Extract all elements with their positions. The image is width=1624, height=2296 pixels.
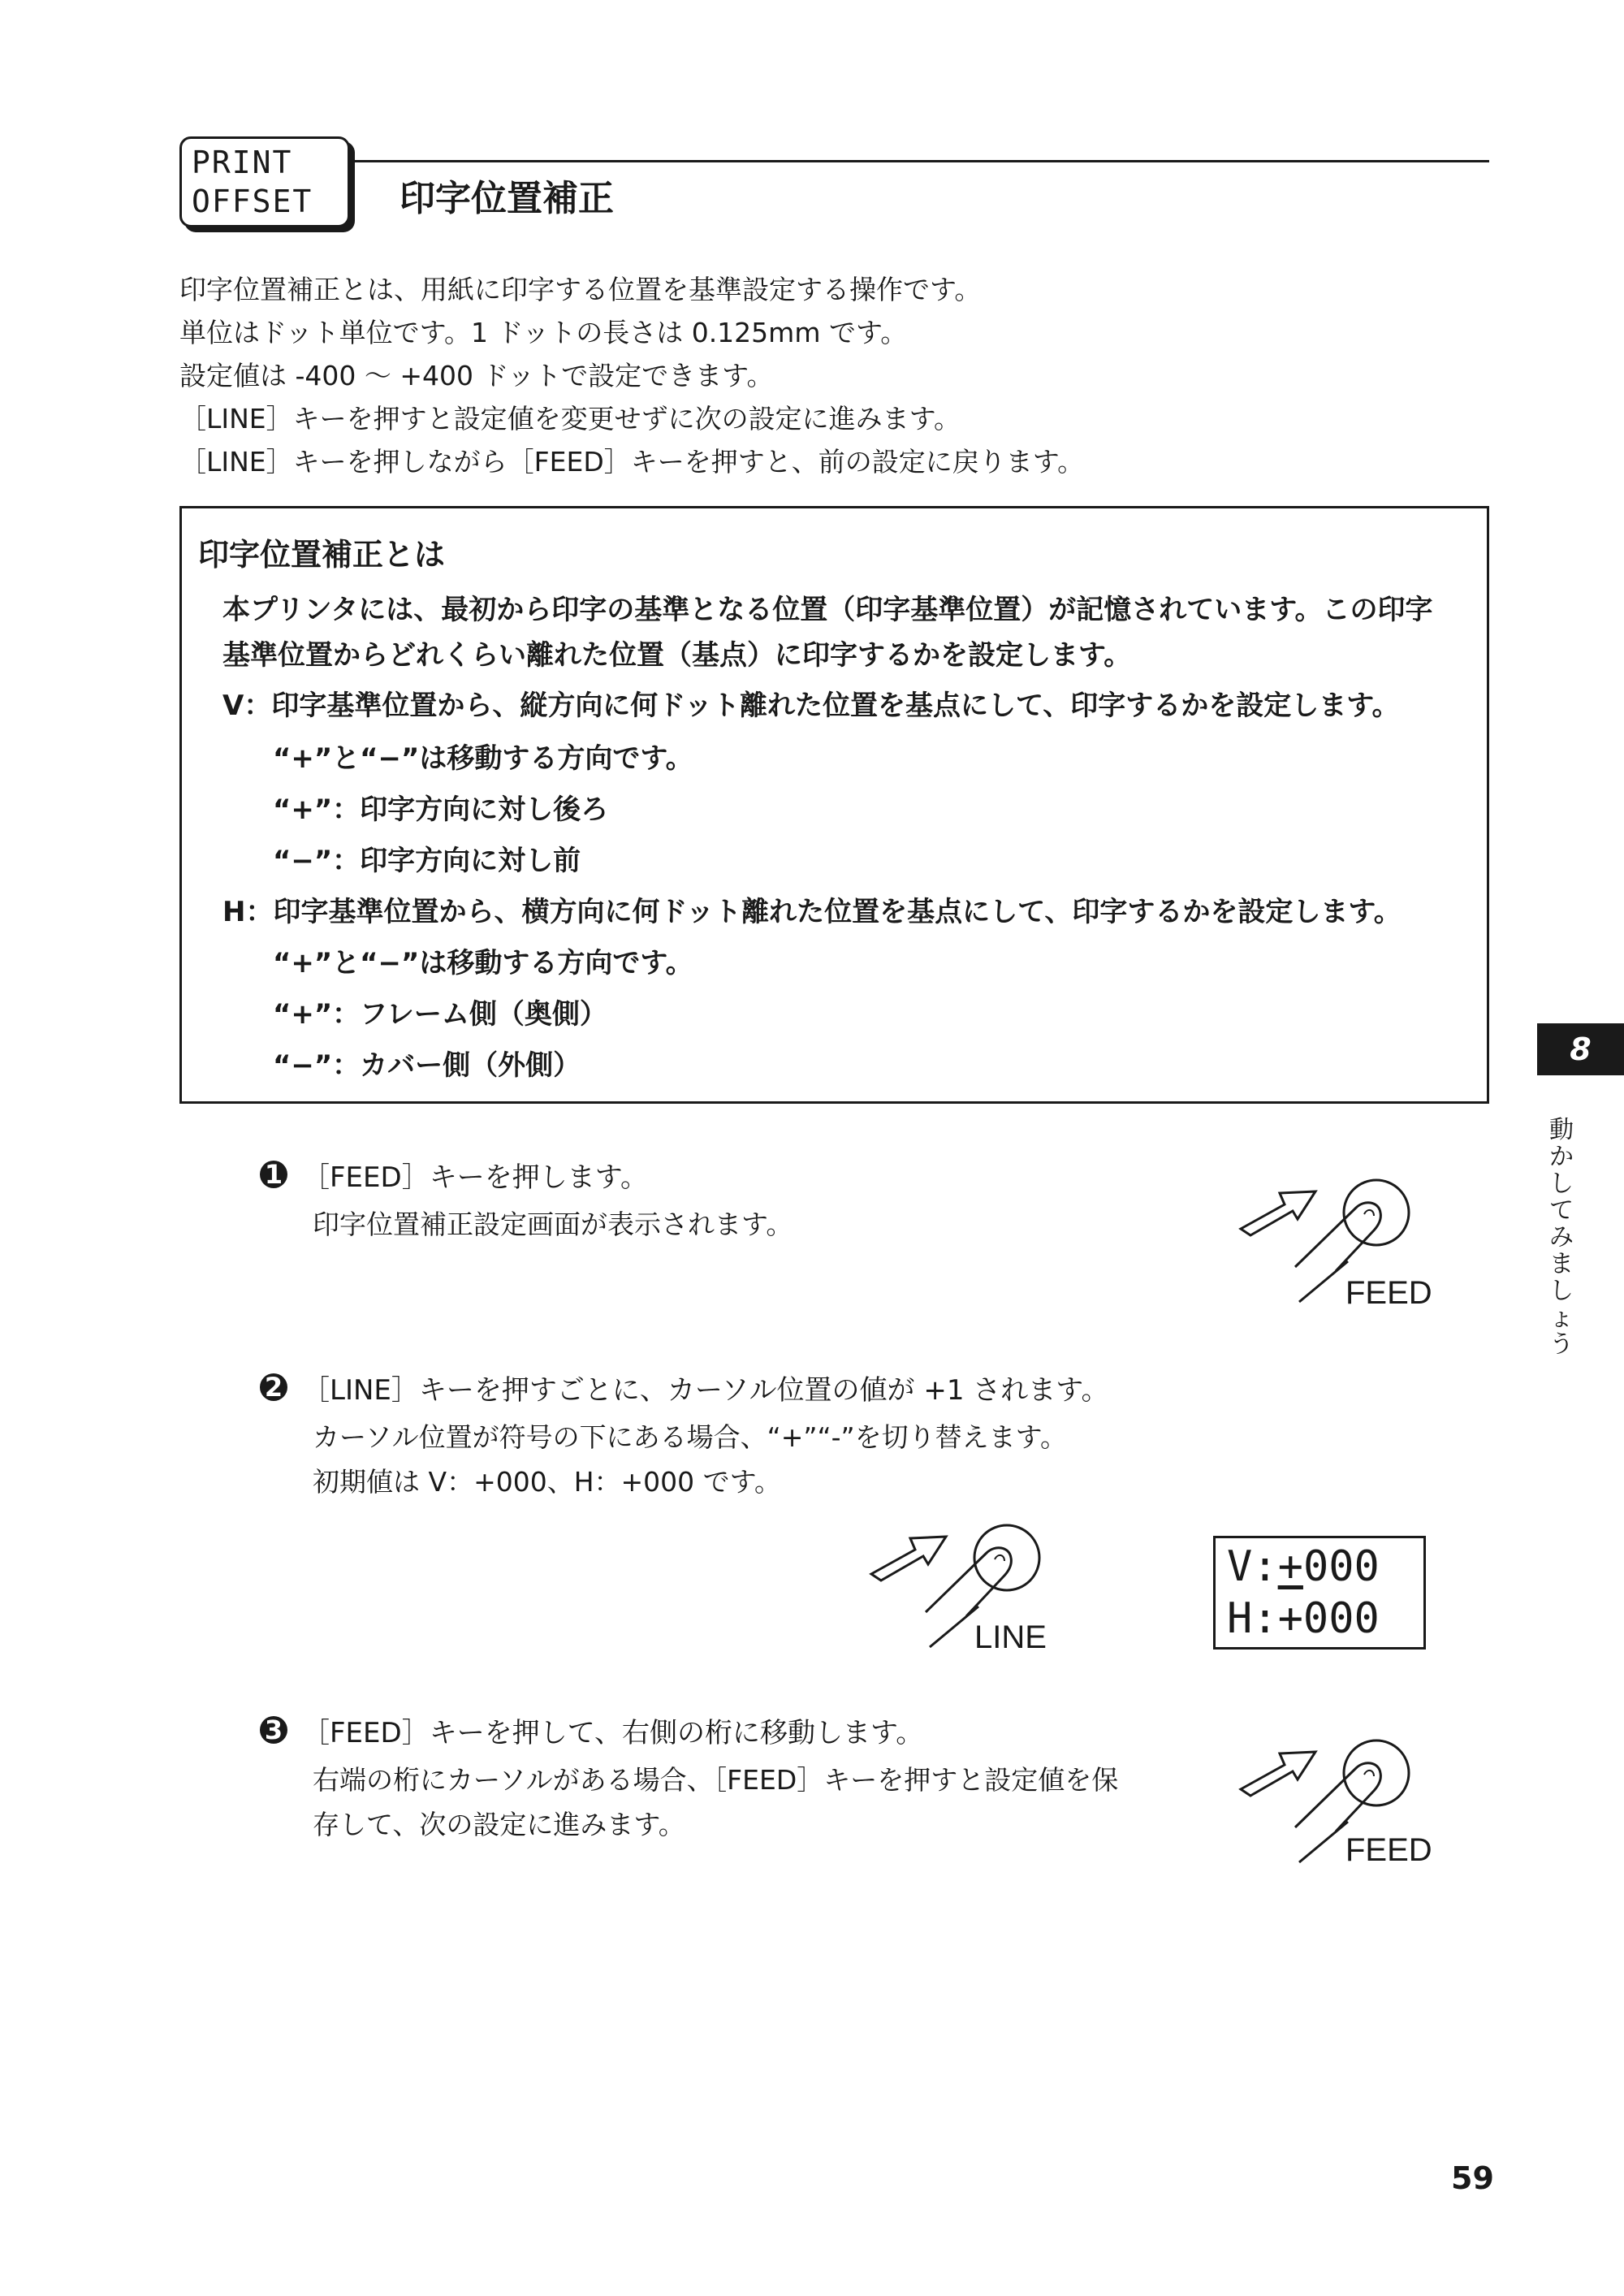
step-number-1: 1 xyxy=(260,1161,287,1188)
box-line: 基準位置からどれくらい離れた位置（基点）に印字するかを設定します。 xyxy=(222,639,1132,672)
feed-key-label: FEED xyxy=(1345,1832,1432,1868)
step-1-heading: ［FEED］キーを押します。 xyxy=(302,1161,648,1194)
intro-line: 単位はドット単位です。1 ドットの長さは 0.125mm です。 xyxy=(179,317,908,348)
box-line: “−”：印字方向に対し前 xyxy=(273,845,581,877)
side-char: う xyxy=(1549,1330,1574,1359)
intro-line: ［LINE］キーを押すと設定値を変更せずに次の設定に進みます。 xyxy=(179,403,961,435)
lcd-mode-badge xyxy=(179,136,350,227)
step-2-heading: ［LINE］キーを押すごとに、カーソル位置の値が +1 されます。 xyxy=(302,1374,1109,1407)
line-key-label: LINE xyxy=(974,1619,1047,1655)
box-line: 本プリンタには、最初から印字の基準となる位置（印字基準位置）が記憶されています。この印字 xyxy=(222,594,1433,626)
side-char: し xyxy=(1549,1170,1574,1198)
lcd-display xyxy=(1213,1536,1426,1650)
box-line: “+”：フレーム側（奥側） xyxy=(273,998,607,1031)
intro-paragraph xyxy=(179,268,1084,483)
box-line: H：印字基準位置から、横方向に何ドット離れた位置を基点にして、印字するかを設定します。 xyxy=(222,896,1402,928)
explanation-box xyxy=(179,506,1489,1104)
chapter-side-label xyxy=(1547,1117,1576,1358)
side-char: ょ xyxy=(1549,1304,1574,1332)
page-title: 印字位置補正 xyxy=(400,178,614,219)
side-char: み xyxy=(1549,1223,1574,1252)
side-char: ま xyxy=(1549,1250,1574,1278)
box-line: V：印字基準位置から、縦方向に何ドット離れた位置を基点にして、印字するかを設定します。 xyxy=(222,690,1400,722)
side-char: し xyxy=(1549,1277,1574,1305)
cursor-sign: + xyxy=(1277,1542,1303,1591)
box-title: 印字位置補正とは xyxy=(198,537,446,573)
step-3-description xyxy=(313,1758,1118,1847)
side-char: て xyxy=(1549,1196,1574,1225)
step-number-2: 2 xyxy=(260,1373,287,1401)
step-3-line: 存して、次の設定に進みます。 xyxy=(313,1809,685,1840)
step-3-line: 右端の桁にカーソルがある場合、［FEED］キーを押すと設定値を保 xyxy=(313,1764,1119,1796)
page-number: 59 xyxy=(1451,2160,1494,2196)
box-line: “+”と“−”は移動する方向です。 xyxy=(273,742,693,775)
step-1-line: 印字位置補正設定画面が表示されます。 xyxy=(313,1209,793,1240)
display-line-v xyxy=(1227,1541,1380,1592)
header-rule xyxy=(354,160,1489,162)
step-1-description xyxy=(313,1202,793,1247)
feed-key-label: FEED xyxy=(1345,1275,1432,1311)
side-char: 動 xyxy=(1549,1116,1574,1144)
step-2-description xyxy=(313,1415,1067,1504)
intro-line: 設定値は -400 〜 +400 ドットで設定できます。 xyxy=(179,360,774,391)
box-line: “−”：カバー側（外側） xyxy=(273,1049,581,1082)
box-line: “+”：印字方向に対し後ろ xyxy=(273,793,609,826)
display-line-h: H:+000 xyxy=(1227,1594,1380,1643)
box-line: “+”と“−”は移動する方向です。 xyxy=(273,947,693,979)
intro-line: ［LINE］キーを押しながら［FEED］キーを押すと、前の設定に戻ります。 xyxy=(179,446,1085,478)
badge-line-print: PRINT xyxy=(192,145,293,180)
side-char: か xyxy=(1549,1143,1574,1171)
intro-line: 印字位置補正とは、用紙に印字する位置を基準設定する操作です。 xyxy=(179,274,982,305)
step-2-line: カーソル位置が符号の下にある場合、“+”“-”を切り替えます。 xyxy=(313,1421,1067,1453)
badge-line-offset: OFFSET xyxy=(192,184,313,219)
chapter-tab: 8 xyxy=(1537,1023,1624,1075)
display-v-prefix: V: xyxy=(1227,1542,1278,1591)
step-3-heading: ［FEED］キーを押して、右側の桁に移動します。 xyxy=(302,1717,924,1749)
step-2-line: 初期値は V：+000、H：+000 です。 xyxy=(313,1466,782,1498)
display-v-value: 000 xyxy=(1302,1542,1380,1591)
step-number-3: 3 xyxy=(260,1716,287,1744)
